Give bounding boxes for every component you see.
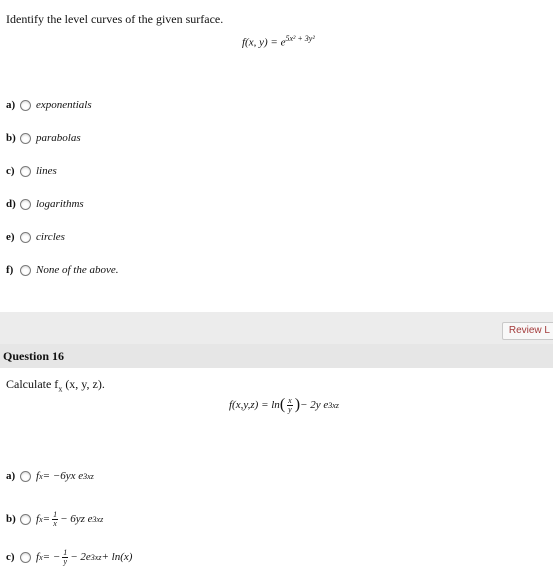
radio-button[interactable]: [20, 232, 31, 243]
radio-button[interactable]: [20, 552, 31, 563]
question-header: [0, 344, 553, 368]
option-letter: d): [6, 198, 16, 210]
q16-option-a[interactable]: a) f x = −6yx e 3xz: [6, 470, 94, 482]
option-letter: a): [6, 470, 16, 482]
q15-formula-lhs: f(x, y) = e: [242, 36, 286, 49]
radio-button[interactable]: [20, 265, 31, 276]
option-letter: a): [6, 99, 16, 111]
q15-formula: [242, 34, 315, 49]
option-text: parabolas: [36, 132, 81, 144]
q15-prompt: Identify the level curves of the given surface.: [6, 12, 224, 26]
q16-option-b[interactable]: b) f x = $\frac{1}{x}$ − 6yz e 3xz: [6, 509, 104, 528]
q16-formula-rhs: − 2y e: [300, 399, 329, 411]
option-text: logarithms: [36, 198, 84, 210]
review-button[interactable]: Review L: [502, 322, 553, 340]
option-letter: b): [6, 132, 16, 144]
option-text: circles: [36, 231, 65, 243]
q15-option-b[interactable]: [6, 130, 81, 146]
radio-button[interactable]: [20, 166, 31, 177]
q16-formula-rhs-exponent: 3xz: [328, 400, 339, 410]
question-title: Question 16: [3, 349, 65, 363]
radio-button[interactable]: [20, 514, 31, 525]
q16-formula-lhs: f(x,y,z) = ln: [229, 399, 280, 411]
radio-button[interactable]: [20, 471, 31, 482]
option-text: None of the above.: [36, 264, 119, 276]
q16-prompt-tail: (x, y, z).: [62, 377, 105, 391]
radio-button[interactable]: [20, 133, 31, 144]
radio-button[interactable]: [20, 199, 31, 210]
q15-option-c[interactable]: [6, 163, 57, 179]
radio-button[interactable]: [20, 100, 31, 111]
q15-option-e[interactable]: [6, 229, 65, 245]
q15-option-d[interactable]: [6, 196, 84, 212]
q16-prompt-text: Calculate f: [6, 377, 59, 391]
option-letter: c): [6, 165, 15, 177]
q15-option-a[interactable]: [6, 97, 92, 113]
option-letter: b): [6, 513, 16, 525]
section-divider: [0, 312, 553, 344]
q16-prompt-sub: x: [58, 384, 63, 394]
q16-formula-fraction: $\frac{x}{y}$: [288, 395, 292, 414]
q16-option-c[interactable]: c) f x = − $\frac{1}{y}$ − 2e 3xz + ln(x): [6, 547, 133, 566]
option-letter: c): [6, 551, 15, 563]
q16-prompt: [6, 377, 105, 393]
q15-formula-exponent: 5x² + 3y²: [285, 34, 315, 43]
option-text: lines: [36, 165, 57, 177]
option-letter: e): [6, 231, 15, 243]
option-letter: f): [6, 264, 14, 276]
option-text: exponentials: [36, 99, 92, 111]
q15-option-f[interactable]: [6, 262, 118, 278]
q16-formula: f(x,y,z) = ln ( $\frac{x}{y}$ ) − 2y e 3xz: [229, 395, 339, 414]
